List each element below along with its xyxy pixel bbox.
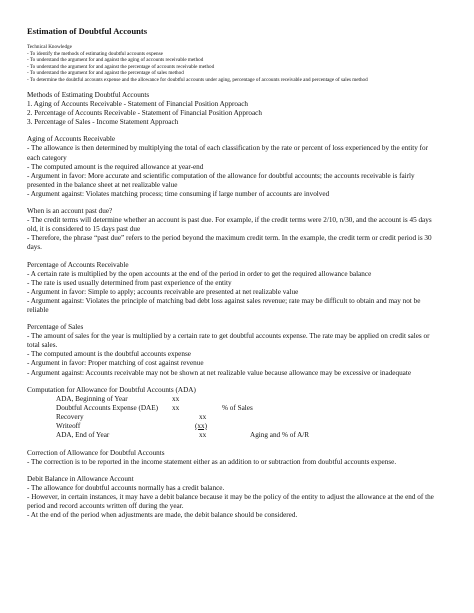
technical-item: - To determine the doubtful accounts expense and the allowance for doubtful accounts under aging, percentage of accounts receivable and percentage of sales method: [27, 76, 368, 83]
past-due-heading: When is an account past due?: [27, 207, 113, 216]
percentage-sales-paragraph: - Argument against: Accounts receivable may not be shown at net realizable value because allowance may be excessive or inadequate: [27, 368, 412, 377]
ada-row-note: % of Sales: [222, 403, 253, 412]
ada-table: [27, 395, 442, 441]
aging-paragraph: - The allowance is then determined by multiplying the total of each classification by the rate or percent of loss experienced by the entity for each category: [27, 144, 429, 162]
correction-paragraph: - The correction is to be reported in the income statement either as an addition to or subtraction from doubtful accounts expense.: [27, 457, 397, 466]
method-item: 2. Percentage of Accounts Receivable - Statement of Financial Position Approach: [27, 109, 262, 118]
debit-balance-heading: Debit Balance in Allowance Account: [27, 474, 134, 483]
aging-heading: Aging of Accounts Receivable: [27, 135, 116, 144]
debit-balance-paragraph: - At the end of the period when adjustments are made, the debit balance should be considered.: [27, 511, 298, 520]
past-due-section: [27, 207, 442, 252]
ada-row-label: ADA, Beginning of Year: [56, 394, 128, 403]
ada-row-value: xx: [199, 412, 207, 421]
ada-row-value: xx: [172, 394, 180, 403]
ada-row-label: Doubtful Accounts Expense (DAE): [56, 403, 159, 412]
ada-row-note: Aging and % of A/R: [250, 430, 310, 439]
percentage-ar-heading: Percentage of Accounts Receivable: [27, 260, 129, 269]
aging-paragraph: - Argument in favor: More accurate and scientific computation of the allowance for doubtful accounts; the accounts receivable is fairly presented in the balance sheet at net realizable value: [27, 171, 415, 189]
ada-row-value: xx: [199, 430, 207, 439]
debit-balance-section: [27, 475, 442, 520]
percentage-sales-heading: Percentage of Sales: [27, 323, 84, 332]
correction-section: [27, 449, 442, 467]
past-due-paragraph: - The credit terms will determine whether an account is past due. For example, if the credit terms were 2/10, n/30, and the account is 45 days old, it is considered to 15 days past due: [27, 216, 432, 234]
percentage-sales-paragraph: - The amount of sales for the year is multiplied by a certain rate to get doubtful accounts expense. The rate may be applied on credit sales or total sales.: [27, 332, 430, 350]
percentage-ar-section: [27, 261, 442, 316]
methods-heading: Methods of Estimating Doubtful Accounts: [27, 91, 150, 99]
percentage-ar-paragraph: - Argument against: Violates the principle of matching bad debt loss against sales revenue; rate may be difficult to obtain and may not be reliable: [27, 296, 421, 314]
ada-row-label: Writeoff: [56, 421, 81, 430]
ada-computation-section: [27, 386, 442, 441]
ada-row-value: xx: [172, 403, 180, 412]
percentage-ar-paragraph: - A certain rate is multiplied by the open accounts at the end of the period in order to get the required allowance balance: [27, 269, 372, 278]
aging-paragraph: - Argument against: Violates matching process; time consuming if large number of accounts are involved: [27, 189, 330, 198]
technical-item: - To understand the argument for and against the aging of accounts receivable method: [27, 57, 204, 63]
ada-heading: Computation for Allowance for Doubtful Accounts (ADA): [27, 385, 196, 394]
technical-knowledge-section: [27, 44, 442, 83]
method-item: 3. Percentage of Sales - Income Statement Approach: [27, 118, 179, 127]
aging-section: [27, 135, 442, 199]
percentage-sales-paragraph: - Argument in favor: Proper matching of cost against revenue: [27, 359, 204, 368]
technical-item: - To identify the methods of estimating doubtful accounts expense: [27, 50, 163, 57]
debit-balance-paragraph: - The allowance for doubtful accounts normally has a credit balance.: [27, 484, 225, 492]
methods-section: [27, 91, 442, 127]
aging-paragraph: - The computed amount is the required allowance at year-end: [27, 162, 204, 171]
document-title: Estimation of Doubtful Accounts: [27, 26, 148, 36]
ada-row-label: ADA, End of Year: [56, 430, 110, 439]
technical-knowledge-heading: Technical Knowledge: [27, 44, 72, 50]
technical-item: - To understand the argument for and against the percentage of accounts receivable method: [27, 63, 215, 70]
debit-balance-paragraph: - However, in certain instances, it may have a debit balance because it may be the policy of the entity to adjust the allowance at the end of the period and record accounts written off during the year.: [27, 493, 434, 511]
percentage-sales-section: [27, 323, 442, 378]
technical-item: - To understand the argument for and against the percentage of sales method: [27, 70, 184, 76]
percentage-ar-paragraph: - Argument in favor: Simple to apply; accounts receivable are presented at net realizable value: [27, 287, 299, 296]
percentage-ar-paragraph: - The rate is used usually determined from past experience of the entity: [27, 278, 232, 287]
past-due-paragraph: - Therefore, the phrase “past due” refers to the period beyond the maximum credit term. In the example, the credit term or credit period is 30 days.: [27, 234, 432, 252]
ada-row-label: Recovery: [56, 412, 84, 421]
method-item: 1. Aging of Accounts Receivable - Statement of Financial Position Approach: [27, 100, 248, 109]
percentage-sales-paragraph: - The computed amount is the doubtful accounts expense: [27, 350, 191, 359]
ada-row-value: (xx): [195, 421, 207, 430]
correction-heading: Correction of Allowance for Doubtful Accounts: [27, 448, 165, 457]
